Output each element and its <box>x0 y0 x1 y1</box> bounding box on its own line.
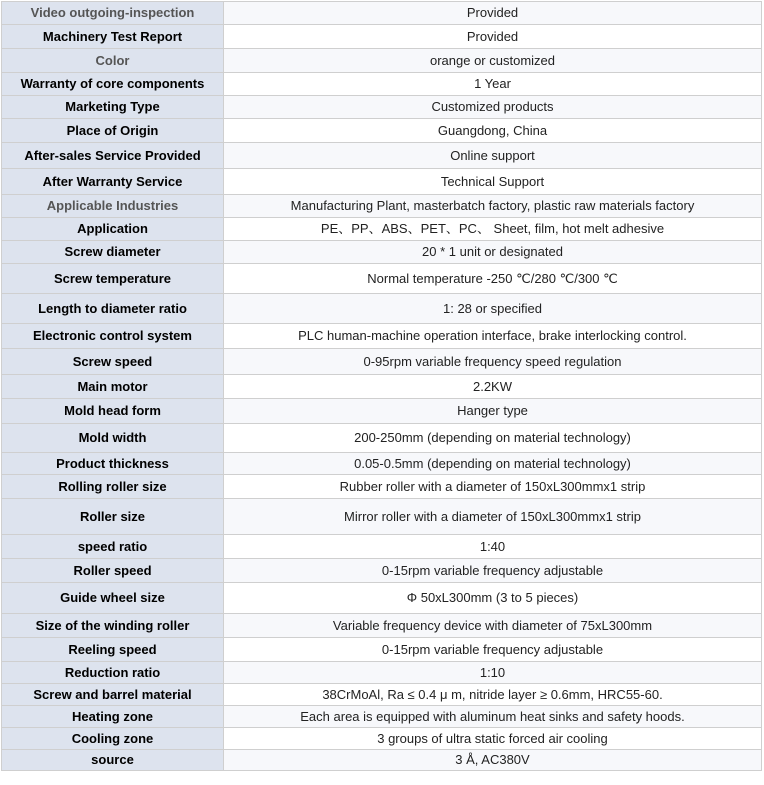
spec-label: Length to diameter ratio <box>2 294 224 324</box>
spec-value: Guangdong, China <box>224 119 762 143</box>
spec-label: Applicable Industries <box>2 195 224 218</box>
spec-value: 200-250mm (depending on material technology) <box>224 424 762 453</box>
spec-label: Screw diameter <box>2 241 224 264</box>
spec-label: speed ratio <box>2 535 224 559</box>
spec-label: Screw temperature <box>2 264 224 294</box>
spec-row <box>2 324 762 349</box>
spec-label: Mold width <box>2 424 224 453</box>
spec-row <box>2 638 762 662</box>
spec-label: Application <box>2 218 224 241</box>
spec-row <box>2 662 762 684</box>
spec-row <box>2 499 762 535</box>
spec-label: Guide wheel size <box>2 583 224 614</box>
spec-table <box>1 1 762 771</box>
spec-row <box>2 96 762 119</box>
spec-row <box>2 195 762 218</box>
spec-row <box>2 143 762 169</box>
spec-row <box>2 218 762 241</box>
spec-row <box>2 614 762 638</box>
spec-row <box>2 424 762 453</box>
spec-label: Mold head form <box>2 399 224 424</box>
spec-row <box>2 119 762 143</box>
spec-value: Customized products <box>224 96 762 119</box>
spec-value: Each area is equipped with aluminum heat sinks and safety hoods. <box>224 706 762 728</box>
spec-label: Rolling roller size <box>2 475 224 499</box>
spec-row <box>2 583 762 614</box>
spec-label: After-sales Service Provided <box>2 143 224 169</box>
spec-row <box>2 728 762 750</box>
spec-label: Product thickness <box>2 453 224 475</box>
spec-value: Mirror roller with a diameter of 150xL300mmx1 strip <box>224 499 762 535</box>
spec-table-body <box>2 2 762 771</box>
spec-value: Technical Support <box>224 169 762 195</box>
spec-row <box>2 750 762 771</box>
spec-row <box>2 453 762 475</box>
spec-label: After Warranty Service <box>2 169 224 195</box>
spec-row <box>2 706 762 728</box>
spec-row <box>2 294 762 324</box>
spec-row <box>2 2 762 25</box>
spec-label: Electronic control system <box>2 324 224 349</box>
spec-value: 0-95rpm variable frequency speed regulation <box>224 349 762 375</box>
spec-label: Roller size <box>2 499 224 535</box>
spec-label: Warranty of core components <box>2 73 224 96</box>
spec-value: orange or customized <box>224 49 762 73</box>
spec-row <box>2 49 762 73</box>
spec-value: PLC human-machine operation interface, brake interlocking control. <box>224 324 762 349</box>
spec-value: Provided <box>224 25 762 49</box>
spec-row <box>2 73 762 96</box>
spec-value: 1: 28 or specified <box>224 294 762 324</box>
spec-value: Rubber roller with a diameter of 150xL300mmx1 strip <box>224 475 762 499</box>
spec-value: Φ 50xL300mm (3 to 5 pieces) <box>224 583 762 614</box>
spec-row <box>2 349 762 375</box>
spec-value: Variable frequency device with diameter of 75xL300mm <box>224 614 762 638</box>
spec-value: Manufacturing Plant, masterbatch factory, plastic raw materials factory <box>224 195 762 218</box>
spec-label: Roller speed <box>2 559 224 583</box>
spec-value: 0-15rpm variable frequency adjustable <box>224 638 762 662</box>
spec-label: Screw speed <box>2 349 224 375</box>
spec-label: Marketing Type <box>2 96 224 119</box>
spec-row <box>2 375 762 399</box>
spec-value: 2.2KW <box>224 375 762 399</box>
spec-row <box>2 535 762 559</box>
spec-label: Color <box>2 49 224 73</box>
spec-value: PE、PP、ABS、PET、PC、 Sheet, film, hot melt adhesive <box>224 218 762 241</box>
spec-label: Reeling speed <box>2 638 224 662</box>
spec-label: source <box>2 750 224 771</box>
spec-label: Heating zone <box>2 706 224 728</box>
spec-label: Screw and barrel material <box>2 684 224 706</box>
spec-label: Cooling zone <box>2 728 224 750</box>
spec-value: Provided <box>224 2 762 25</box>
spec-value: 1:10 <box>224 662 762 684</box>
spec-row <box>2 241 762 264</box>
spec-value: 20 * 1 unit or designated <box>224 241 762 264</box>
spec-label: Place of Origin <box>2 119 224 143</box>
spec-value: 1:40 <box>224 535 762 559</box>
spec-value: Hanger type <box>224 399 762 424</box>
spec-row <box>2 25 762 49</box>
spec-label: Size of the winding roller <box>2 614 224 638</box>
spec-row <box>2 264 762 294</box>
spec-row <box>2 399 762 424</box>
spec-value: 0-15rpm variable frequency adjustable <box>224 559 762 583</box>
spec-row <box>2 559 762 583</box>
spec-value: 38CrMoAl, Ra ≤ 0.4 μ m, nitride layer ≥ 0.6mm, HRC55-60. <box>224 684 762 706</box>
spec-value: 3 groups of ultra static forced air cooling <box>224 728 762 750</box>
spec-value: Online support <box>224 143 762 169</box>
spec-row <box>2 684 762 706</box>
spec-value: 1 Year <box>224 73 762 96</box>
spec-row <box>2 475 762 499</box>
spec-label: Machinery Test Report <box>2 25 224 49</box>
spec-value: Normal temperature -250 ℃/280 ℃/300 ℃ <box>224 264 762 294</box>
spec-label: Main motor <box>2 375 224 399</box>
spec-value: 3 Å, AC380V <box>224 750 762 771</box>
spec-label: Video outgoing-inspection <box>2 2 224 25</box>
spec-label: Reduction ratio <box>2 662 224 684</box>
spec-row <box>2 169 762 195</box>
spec-value: 0.05-0.5mm (depending on material technology) <box>224 453 762 475</box>
